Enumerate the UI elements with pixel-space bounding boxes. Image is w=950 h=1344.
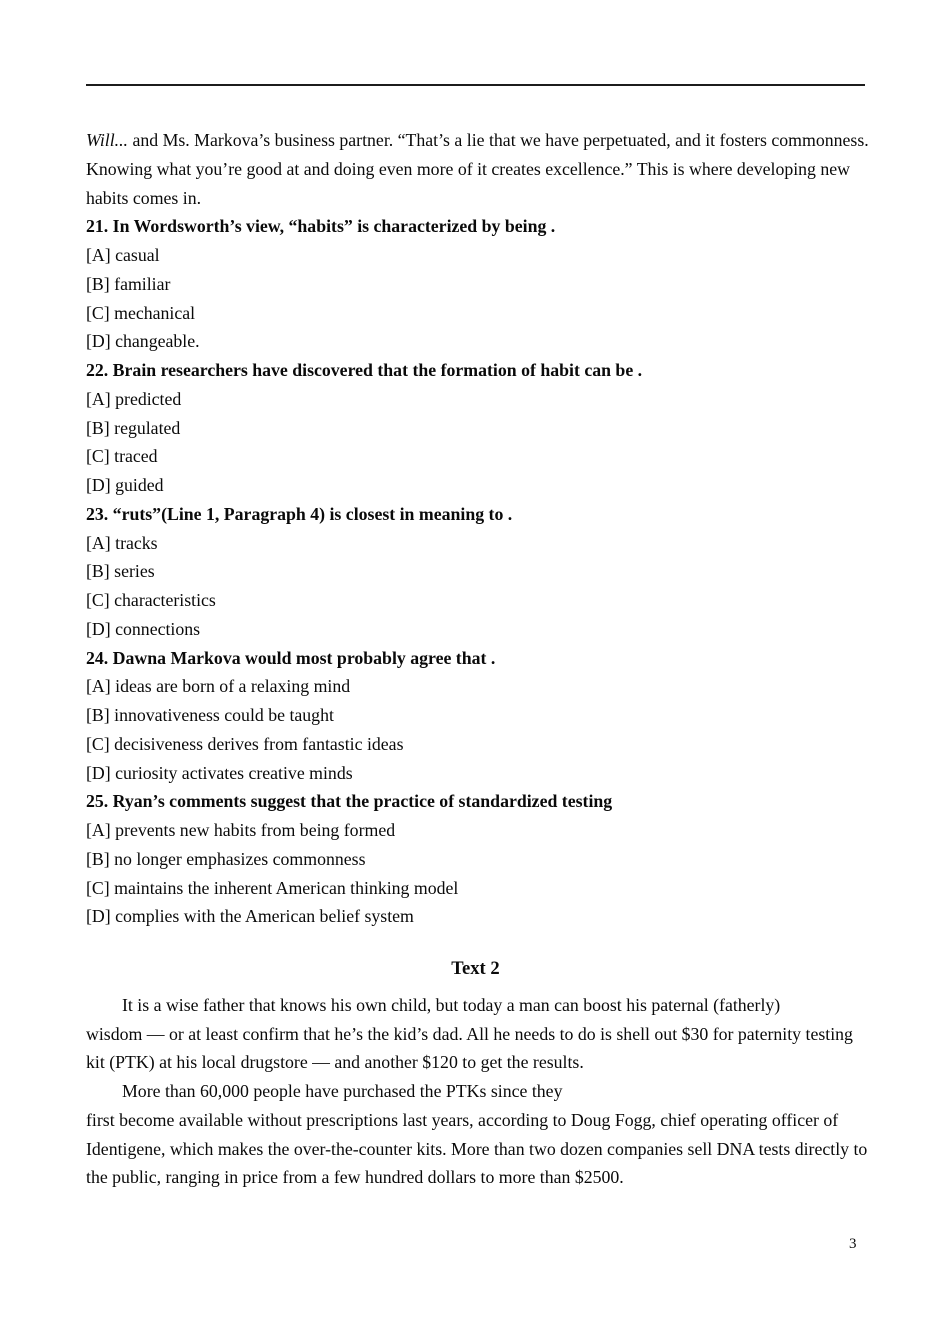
text2-para2-line-3: Identigene, which makes the over-the-counter kits. More than two dozen companies sell DNA tests directly to xyxy=(86,1138,868,1159)
question-25-option-a: [A] prevents new habits from being formed xyxy=(86,820,396,840)
intro-line-2: Knowing what you’re good at and doing even more of it creates excellence.” This is where developing new xyxy=(86,158,851,179)
intro-line-1 xyxy=(86,126,869,155)
text2-para2-line-1: More than 60,000 people have purchased the PTKs since they xyxy=(122,1081,563,1101)
question-24-option-c: [C] decisiveness derives from fantastic ideas xyxy=(86,733,404,754)
question-21-stem: 21. In Wordsworth’s view, “habits” is characterized by being . xyxy=(86,216,556,237)
question-24-option-a: [A] ideas are born of a relaxing mind xyxy=(86,676,351,697)
text2-heading: Text 2 xyxy=(451,958,500,979)
question-24-option-b: [B] innovativeness could be taught xyxy=(86,705,334,725)
page-number: 3 xyxy=(849,1236,857,1252)
header-rule xyxy=(86,84,865,86)
text2-para2-line-2: first become available without prescriptions last years, according to Doug Fogg, chief operating officer of xyxy=(86,1109,839,1130)
question-22-option-b: [B] regulated xyxy=(86,417,181,438)
question-21-option-b: [B] familiar xyxy=(86,273,171,294)
page-content xyxy=(86,126,869,1192)
question-24-option-d: [D] curiosity activates creative minds xyxy=(86,762,353,783)
question-22-stem: 22. Brain researchers have discovered that the formation of habit can be . xyxy=(86,360,643,380)
question-23-option-c: [C] characteristics xyxy=(86,590,216,610)
intro-line-3: habits comes in. xyxy=(86,187,202,208)
question-22-option-a: [A] predicted xyxy=(86,388,182,409)
question-23-option-a: [A] tracks xyxy=(86,532,158,553)
text2-para1-line-2: wisdom — or at least confirm that he’s the kid’s dad. All he needs to do is shell out $30 for paternity testing xyxy=(86,1023,853,1044)
text2-para1-line-3: kit (PTK) at his local drugstore — and another $120 to get the results. xyxy=(86,1052,584,1073)
question-21-option-a: [A] casual xyxy=(86,245,160,265)
question-22-option-c: [C] traced xyxy=(86,446,158,467)
question-23-option-b: [B] series xyxy=(86,561,155,582)
question-25-stem: 25. Ryan’s comments suggest that the practice of standardized testing xyxy=(86,791,613,812)
question-25-option-b: [B] no longer emphasizes commonness xyxy=(86,848,366,869)
question-21-option-d: [D] changeable. xyxy=(86,331,200,352)
text2-para2-line-4: the public, ranging in price from a few hundred dollars to more than $2500. xyxy=(86,1167,624,1188)
intro-line-1-rest: and Ms. Markova’s business partner. “That’s a lie that we have perpetuated, and it fosters commonness. xyxy=(128,130,869,150)
question-23-option-d: [D] connections xyxy=(86,618,201,639)
question-25-option-d: [D] complies with the American belief system xyxy=(86,906,414,927)
question-23-stem: 23. “ruts”(Line 1, Paragraph 4) is closest in meaning to . xyxy=(86,503,513,524)
text2-para1-line-1: It is a wise father that knows his own child, but today a man can boost his paternal (fatherly) xyxy=(122,994,781,1015)
question-24-stem: 24. Dawna Markova would most probably agree that . xyxy=(86,647,496,668)
question-21-option-c: [C] mechanical xyxy=(86,302,196,323)
intro-italic-lead: Will... xyxy=(86,130,128,150)
question-25-option-c: [C] maintains the inherent American thinking model xyxy=(86,877,459,898)
question-22-option-d: [D] guided xyxy=(86,475,164,495)
